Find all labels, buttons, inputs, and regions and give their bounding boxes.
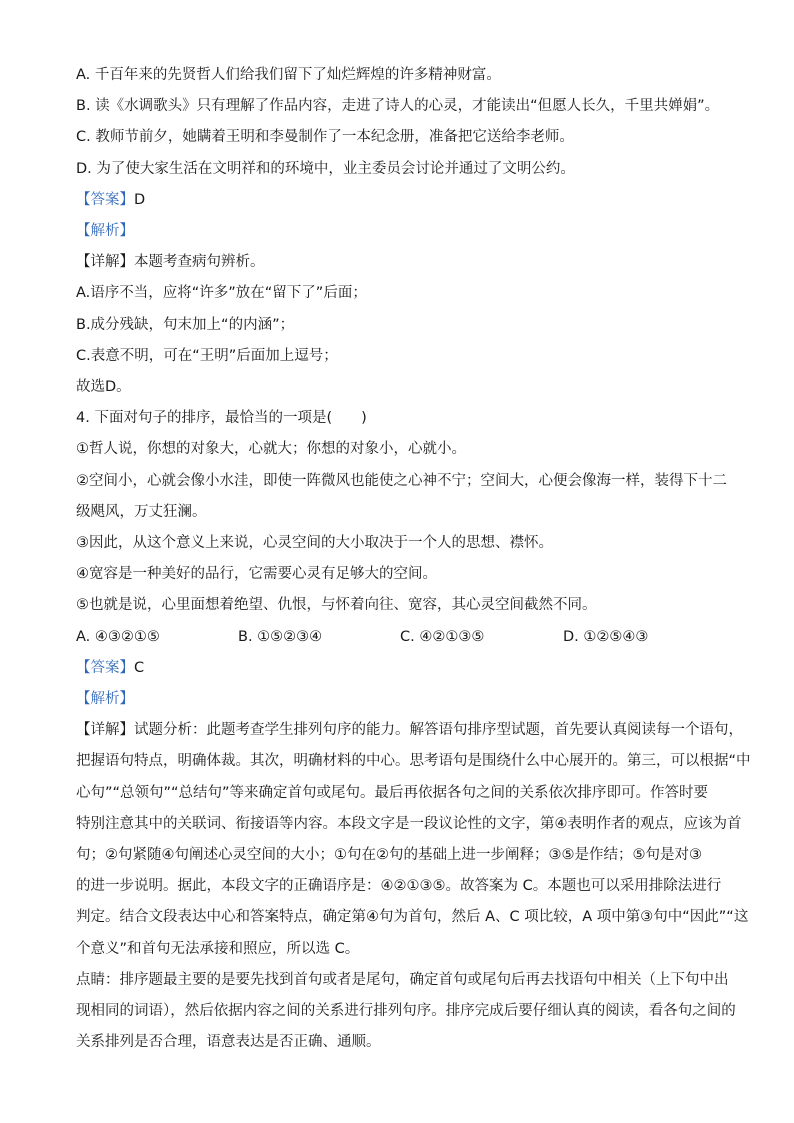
q4-answer bbox=[76, 653, 726, 684]
q4-sentence: ④宽容是一种美好的品行，它需要心灵有足够大的空间。 bbox=[76, 566, 437, 583]
q4-sentence: 级飓风，万丈狂澜。 bbox=[76, 503, 207, 520]
answer-label: 【答案】 bbox=[76, 659, 134, 676]
q4-tip-line: 点睛：排序题最主要的是要先找到首句或者是尾句，确定首句或尾句后再去找语句中相关（上下句中出 bbox=[76, 971, 729, 988]
q4-question: 4. 下面对句子的排序，最恰当的一项是( ) bbox=[76, 410, 367, 427]
detail-label: 【详解】 bbox=[76, 722, 134, 739]
q4-option-d: D. ①②⑤④③ bbox=[563, 628, 649, 645]
q4-options bbox=[76, 622, 726, 653]
q3-option-d: D. 为了使大家生活在文明祥和的环境中，业主委员会讨论并通过了文明公约。 bbox=[76, 160, 575, 177]
answer-value: C bbox=[134, 659, 145, 676]
q4-detail-line: 的进一步说明。据此，本段文字的正确语序是：④②①③⑤。故答案为 C。本题也可以采用排除法进行 bbox=[76, 878, 722, 895]
q3-answer bbox=[76, 185, 726, 216]
q3-detail-line: C.表意不明，可在“王明”后面加上逗号； bbox=[76, 347, 338, 364]
q4-detail-line: 把握语句特点，明确体裁。其次，明确材料的中心。思考语句是围绕什么中心展开的。第三，可以根据“中 bbox=[76, 753, 751, 770]
q3-detail-line: A.语序不当，应将“许多”放在“留下了”后面； bbox=[76, 285, 367, 302]
answer-value: D bbox=[134, 191, 146, 208]
q4-sentence: ⑤也就是说，心里面想着绝望、仇恨，与怀着向往、宽容，其心灵空间截然不同。 bbox=[76, 597, 597, 614]
q3-option-a: A. 千百年来的先贤哲人们给我们留下了灿烂辉煌的许多精神财富。 bbox=[76, 67, 501, 83]
q3-analysis-label: 【解析】 bbox=[76, 223, 134, 240]
q4-detail-line: 心句”“总领句”“总结句”等来确定首句或尾句。最后再依据各句之间的关系依次排序即可。作答时要 bbox=[76, 784, 709, 801]
q4-option-a: A. ④③②①⑤ bbox=[76, 628, 160, 645]
q4-tip-line: 现相同的词语），然后依据内容之间的关系进行排列句序。排序完成后要仔细认真的阅读，看各句之间的 bbox=[76, 1003, 736, 1020]
detail-text: 本题考查病句辨析。 bbox=[134, 254, 265, 271]
q4-option-c: C. ④②①③⑤ bbox=[400, 628, 485, 645]
q4-tip-line: 关系排列是否合理，语意表达是否正确、通顺。 bbox=[76, 1034, 381, 1051]
q4-sentence: ①哲人说，你想的对象大，心就大；你想的对象小，心就小。 bbox=[76, 441, 466, 458]
q4-detail-line: 判定。结合文段表达中心和答案特点，确定第④句为首句，然后 A、C 项比较，A 项中第③句中“因此”“这 bbox=[76, 909, 749, 926]
q3-option-c: C. 教师节前夕，她瞒着王明和李曼制作了一本纪念册，准备把它送给李老师。 bbox=[76, 129, 574, 146]
q4-detail bbox=[76, 715, 743, 746]
q3-detail bbox=[76, 247, 726, 278]
answer-label: 【答案】 bbox=[76, 191, 134, 208]
q4-sentence: ③因此，从这个意义上来说，心灵空间的大小取决于一个人的思想、襟怀。 bbox=[76, 535, 553, 552]
q4-detail-line: 句；②句紧随④句阐述心灵空间的大小；①句在②句的基础上进一步阐释；③⑤是作结；⑤句是对③ bbox=[76, 847, 702, 864]
q3-option-b: B. 读《水调歌头》只有理解了作品内容，走进了诗人的心灵，才能读出“但愿人长久，千里共婵娟”。 bbox=[76, 98, 720, 115]
q4-detail-line: 个意义”和首句无法承接和照应，所以选 C。 bbox=[76, 940, 360, 957]
detail-label: 【详解】 bbox=[76, 254, 134, 271]
q3-detail-line: 故选D。 bbox=[76, 379, 131, 396]
detail-text: 试题分析：此题考查学生排列句序的能力。解答语句排序型试题，首先要认真阅读每一个语句， bbox=[134, 722, 743, 739]
q4-option-b: B. ①⑤②③④ bbox=[238, 628, 323, 645]
q3-detail-line: B.成分残缺，句末加上“的内涵”； bbox=[76, 316, 295, 333]
q4-detail-line: 特别注意其中的关联词、衔接语等内容。本段文字是一段议论性的文字，第④表明作者的观点，应该为首 bbox=[76, 815, 742, 832]
q4-sentence: ②空间小，心就会像小水洼，即使一阵微风也能使之心神不宁；空间大，心便会像海一样，装得下十二 bbox=[76, 472, 727, 489]
document-page bbox=[76, 60, 751, 1059]
q4-analysis-label: 【解析】 bbox=[76, 691, 134, 708]
